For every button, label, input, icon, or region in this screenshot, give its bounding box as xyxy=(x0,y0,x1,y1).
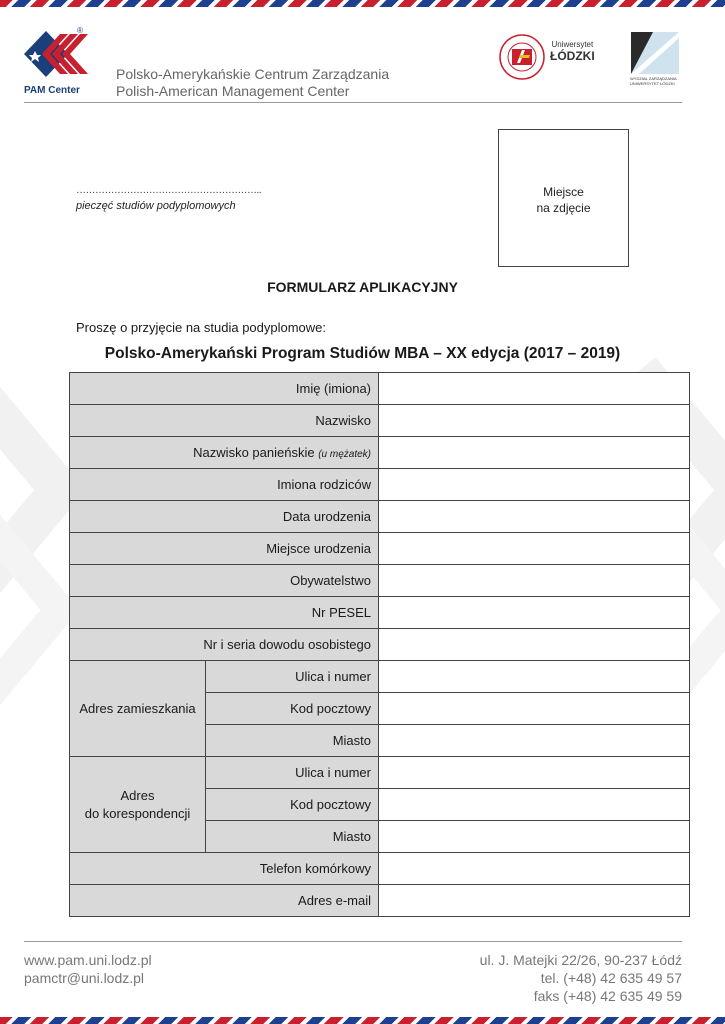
input-parents-names[interactable] xyxy=(379,469,690,501)
pam-center-logo-icon xyxy=(24,26,90,84)
input-residence-street[interactable] xyxy=(379,661,690,693)
table-row xyxy=(70,565,690,597)
request-text: Proszę o przyjęcie na studia podyplomowe: xyxy=(76,320,327,335)
label-residence-city: Miasto xyxy=(206,725,379,757)
program-title: Polsko-Amerykański Program Studiów MBA – XX edycja (2017 – 2019) xyxy=(104,345,621,362)
label-pesel: Nr PESEL xyxy=(70,597,379,629)
table-row xyxy=(70,597,690,629)
input-birth-place[interactable] xyxy=(379,533,690,565)
group-correspondence-line2: do korespondencji xyxy=(84,805,191,821)
label-surname: Nazwisko xyxy=(70,405,379,437)
label-residence-street: Ulica i numer xyxy=(206,661,379,693)
center-title-en: Polish-American Management Center xyxy=(116,83,350,99)
label-birth-date: Data urodzenia xyxy=(70,501,379,533)
label-maiden-name-text: Nazwisko panieńskie xyxy=(193,445,315,460)
footer-fax: faks (+48) 42 635 49 59 xyxy=(533,988,682,1004)
footer-contact-left xyxy=(24,951,152,987)
footer-address: ul. J. Matejki 22/26, 90-237 Łódź xyxy=(479,952,682,968)
label-maiden-name-note: (u mężatek) xyxy=(318,449,371,460)
footer-phone: tel. (+48) 42 635 49 57 xyxy=(540,970,682,986)
application-form-table xyxy=(69,372,690,917)
input-correspondence-city[interactable] xyxy=(379,821,690,853)
form-title: FORMULARZ APLIKACYJNY xyxy=(267,279,458,295)
table-row xyxy=(70,469,690,501)
stamp-label: pieczęć studiów podyplomowych xyxy=(76,200,236,212)
table-row xyxy=(70,373,690,405)
university-name-small: Uniwersytet xyxy=(551,40,594,49)
input-residence-city[interactable] xyxy=(379,725,690,757)
label-correspondence-city: Miasto xyxy=(206,821,379,853)
header-divider xyxy=(24,102,682,103)
input-first-names[interactable] xyxy=(379,373,690,405)
airmail-border-bottom xyxy=(0,1017,725,1024)
input-maiden-name[interactable] xyxy=(379,437,690,469)
input-id-card[interactable] xyxy=(379,629,690,661)
input-email[interactable] xyxy=(379,885,690,917)
photo-placeholder[interactable] xyxy=(498,129,629,267)
table-row xyxy=(70,885,690,917)
label-correspondence-postal-code: Kod pocztowy xyxy=(206,789,379,821)
group-correspondence-address xyxy=(70,757,206,853)
table-row xyxy=(70,661,690,693)
footer-website-link[interactable]: www.pam.uni.lodz.pl xyxy=(24,952,152,968)
label-email: Adres e-mail xyxy=(70,885,379,917)
table-row xyxy=(70,629,690,661)
input-mobile[interactable] xyxy=(379,853,690,885)
university-seal-icon xyxy=(498,33,546,81)
footer-email-link[interactable]: pamctr@uni.lodz.pl xyxy=(24,970,145,986)
faculty-logo-icon xyxy=(631,32,679,74)
label-citizenship: Obywatelstwo xyxy=(70,565,379,597)
input-citizenship[interactable] xyxy=(379,565,690,597)
input-residence-postal-code[interactable] xyxy=(379,693,690,725)
input-correspondence-street[interactable] xyxy=(379,757,690,789)
table-row xyxy=(70,501,690,533)
table-row xyxy=(70,533,690,565)
footer-contact-right xyxy=(480,951,682,1005)
svg-text:®: ® xyxy=(77,26,83,35)
university-name-big: ŁÓDZKI xyxy=(550,49,595,63)
university-name xyxy=(550,40,595,63)
center-title xyxy=(116,66,389,100)
label-first-names: Imię (imiona) xyxy=(70,373,379,405)
table-row xyxy=(70,853,690,885)
pam-center-name: PAM Center xyxy=(24,85,80,96)
label-residence-postal-code: Kod pocztowy xyxy=(206,693,379,725)
table-row xyxy=(70,757,690,789)
stamp-dotted-line: ………………………………………………….. xyxy=(76,185,262,196)
group-correspondence-line1: Adres xyxy=(120,787,155,803)
label-mobile: Telefon komórkowy xyxy=(70,853,379,885)
center-title-pl: Polsko-Amerykańskie Centrum Zarządzania xyxy=(116,66,390,82)
label-maiden-name xyxy=(70,437,379,469)
group-residence-address: Adres zamieszkania xyxy=(70,661,206,757)
photo-label-line1: Miejsce xyxy=(543,185,584,199)
label-parents-names: Imiona rodziców xyxy=(70,469,379,501)
faculty-text: WYDZIAŁ ZARZĄDZANIA UNIWERSYTET ŁÓDZKI xyxy=(630,76,677,86)
input-pesel[interactable] xyxy=(379,597,690,629)
input-surname[interactable] xyxy=(379,405,690,437)
label-birth-place: Miejsce urodzenia xyxy=(70,533,379,565)
photo-label-line2: na zdjęcie xyxy=(536,201,591,215)
label-id-card: Nr i seria dowodu osobistego xyxy=(70,629,379,661)
label-correspondence-street: Ulica i numer xyxy=(206,757,379,789)
table-row xyxy=(70,437,690,469)
table-row xyxy=(70,405,690,437)
airmail-border-top xyxy=(0,0,725,7)
footer-divider xyxy=(24,941,682,942)
input-birth-date[interactable] xyxy=(379,501,690,533)
input-correspondence-postal-code[interactable] xyxy=(379,789,690,821)
